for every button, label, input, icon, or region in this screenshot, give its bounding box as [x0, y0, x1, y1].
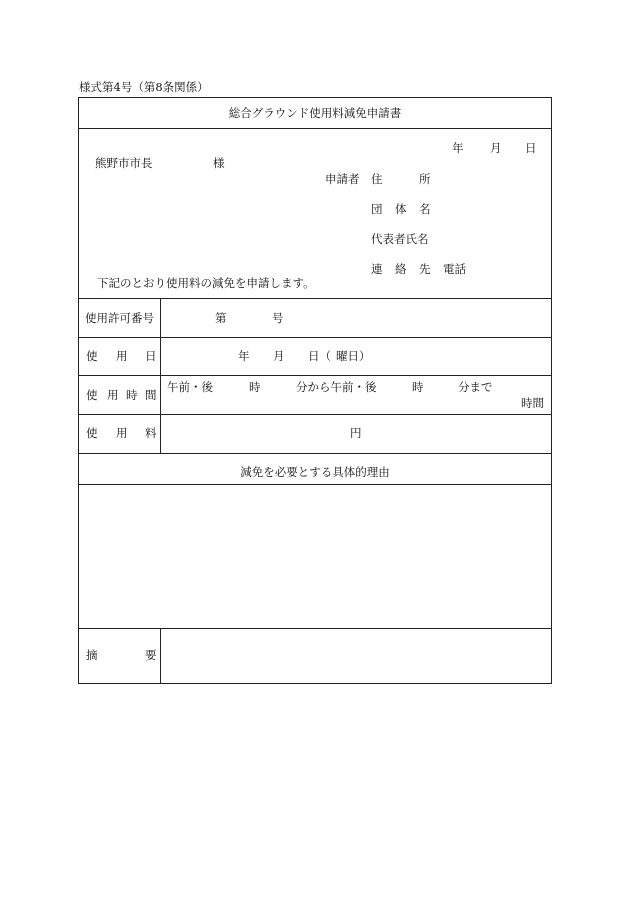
form-number: 様式第4号（第8条関係）	[79, 80, 209, 94]
reason-header: 減免を必要とする具体的理由	[240, 465, 390, 479]
application-form	[78, 97, 552, 684]
remarks-label-1: 摘	[86, 648, 98, 662]
use-date-month: 月	[273, 349, 285, 363]
phone-label: 電話	[443, 262, 466, 276]
addressee-honorific: 様	[213, 156, 225, 170]
fee-yen: 円	[350, 426, 362, 440]
divider	[79, 298, 551, 299]
divider	[79, 337, 551, 338]
use-date-label-1: 使	[86, 349, 98, 363]
label-column-divider	[160, 298, 161, 453]
use-time-label-3: 時	[126, 388, 138, 402]
permit-number-label: 使用許可番号	[85, 311, 154, 325]
contact-label-2: 絡	[395, 262, 407, 276]
remarks-column-divider	[160, 628, 161, 683]
reason-body	[79, 485, 551, 627]
fee-label-3: 料	[145, 426, 157, 440]
addressee-name: 熊野市市長	[95, 156, 153, 170]
fee-label-1: 使	[86, 426, 98, 440]
org-label-1: 団	[371, 202, 383, 216]
divider	[79, 375, 551, 376]
fee-label-2: 用	[116, 426, 128, 440]
use-date-year: 年	[238, 349, 250, 363]
use-time-ampm-1: 午前・後	[167, 380, 213, 394]
statement: 下記のとおり使用料の減免を申請します。	[97, 276, 315, 290]
use-time-hour-2: 時	[412, 380, 424, 394]
divider	[79, 453, 551, 454]
use-date-label-2: 用	[116, 349, 128, 363]
date-day: 日	[525, 141, 537, 155]
org-label-3: 名	[419, 202, 431, 216]
divider	[79, 628, 551, 629]
representative-label: 代表者氏名	[371, 232, 429, 246]
org-label-2: 体	[395, 202, 407, 216]
permit-dai: 第	[215, 311, 227, 325]
divider	[79, 414, 551, 415]
date-year: 年	[452, 141, 464, 155]
use-time-hours: 時間	[521, 396, 544, 410]
use-time-min-to: 分まで	[458, 380, 493, 394]
use-time-min-from: 分から午前・後	[296, 380, 377, 394]
form-title: 総合グラウンド使用料減免申請書	[228, 106, 402, 120]
use-date-weekday: 曜日）	[336, 349, 371, 363]
use-date-label-3: 日	[145, 349, 157, 363]
applicant-label: 申請者	[325, 172, 360, 186]
contact-label-1: 連	[371, 262, 383, 276]
use-date-day: 日（	[308, 349, 331, 363]
date-month: 月	[490, 141, 502, 155]
use-time-hour-1: 時	[249, 380, 261, 394]
address-label-2: 所	[419, 172, 431, 186]
remarks-label-2: 要	[145, 648, 157, 662]
use-time-label-2: 用	[107, 388, 119, 402]
use-time-label-1: 使	[86, 388, 98, 402]
address-label-1: 住	[371, 172, 383, 186]
use-time-label-4: 間	[145, 388, 157, 402]
contact-label-3: 先	[419, 262, 431, 276]
permit-go: 号	[272, 311, 284, 325]
divider	[79, 128, 551, 129]
